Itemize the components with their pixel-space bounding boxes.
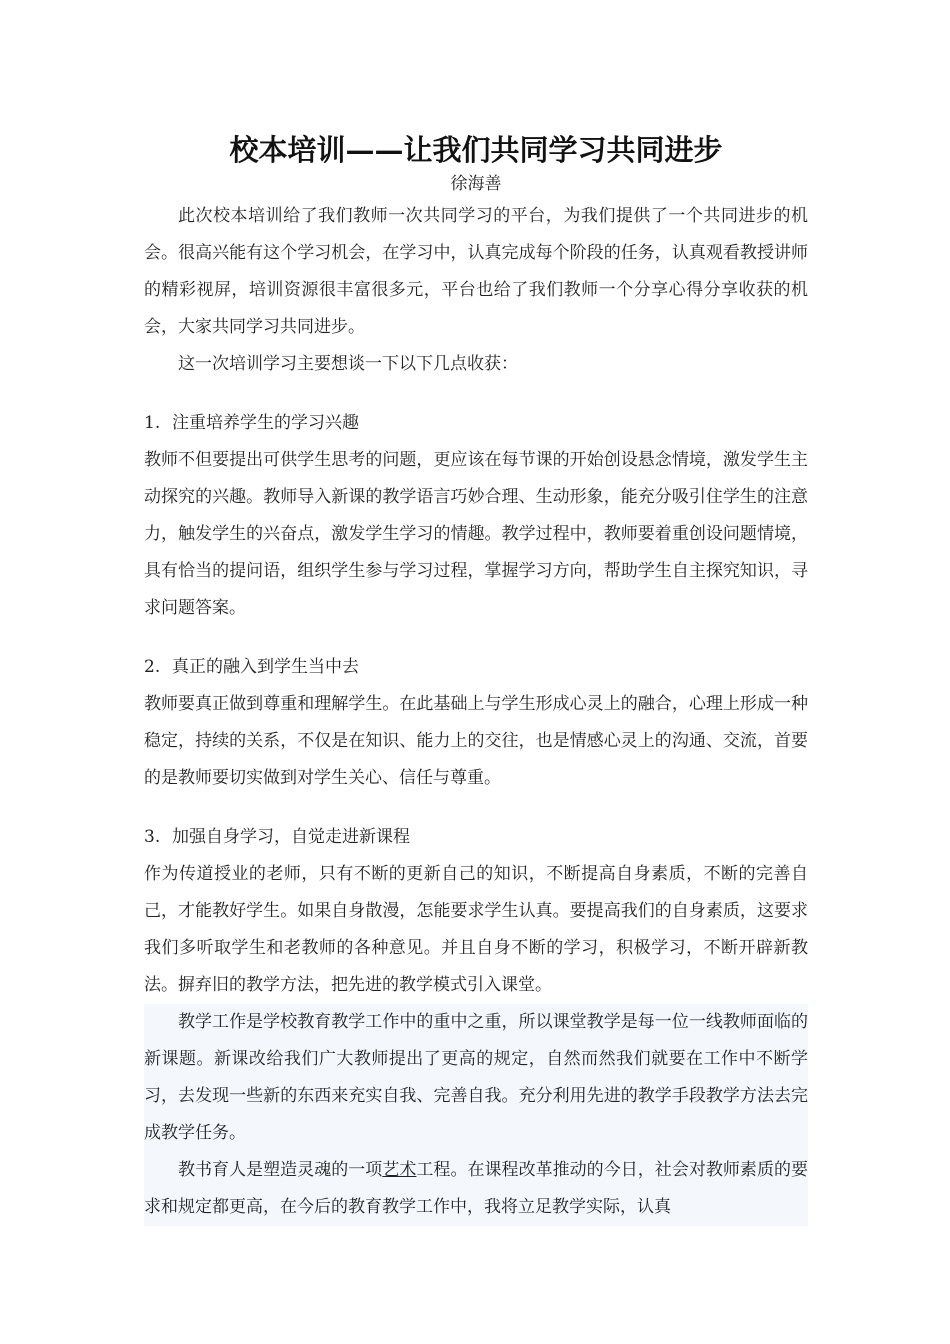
section-number-1: 1. (144, 413, 161, 433)
section-number-2: 2. (144, 657, 161, 677)
section-spacer (144, 797, 808, 819)
section-heading-text-1: 注重培养学生的学习兴趣 (172, 413, 359, 433)
closing-text-after: 工程。在课程改革推动的今日，社会对教师素质的要求和规定都更高，在今后的教育教学工作中，我将立足教学实际，认真 (144, 1160, 809, 1217)
section-body-1: 教师不但要提出可供学生思考的问题，更应该在每节课的开始创设悬念情境，激发学生主动探究的兴趣。教师导入新课的教学语言巧妙合理、生动形象，能充分吸引住学生的注意力，触发学生的兴奋点，激发学生学习的情趣。教学过程中，教师要着重创设问题情境，具有恰当的提问语，组织学生参与学习过程，掌握学习方向，帮助学生自主探究知识，寻求问题答案。 (144, 450, 808, 618)
closing-paragraph-1: 教学工作是学校教育教学工作中的重中之重，所以课堂教学是每一位一线教师面临的新课题。新课改给我们广大教师提出了更高的规定，自然而然我们就要在工作中不断学习，去发现一些新的东西来充实自我、完善自我。充分利用先进的教学手段教学方法去完成教学任务。 (144, 1012, 808, 1143)
intro-paragraph: 此次校本培训给了我们教师一次共同学习的平台，为我们提供了一个共同进步的机会。很高兴能有这个学习机会，在学习中，认真完成每个阶段的任务，认真观看教授讲师的精彩视屏，培训资源很丰富很多元，平台也给了我们教师一个分享心得分享收获的机会，大家共同学习共同进步。 (144, 206, 808, 337)
section-heading-1 (144, 405, 808, 442)
document-content (144, 128, 808, 1226)
section-spacer (144, 627, 808, 649)
intro-lead-paragraph: 这一次培训学习主要想谈一下以下几点收获： (178, 354, 518, 374)
closing-paragraph-2 (144, 1152, 808, 1226)
document-title: 校本培训——让我们共同学习共同进步 (229, 133, 723, 167)
section-spacer (144, 383, 808, 405)
section-heading-2 (144, 649, 808, 686)
shaded-block (144, 1004, 808, 1226)
section-heading-text-3: 加强自身学习，自觉走进新课程 (172, 827, 410, 847)
section-heading-text-2: 真正的融入到学生当中去 (172, 657, 359, 677)
section-heading-3 (144, 819, 808, 856)
section-number-3: 3. (144, 827, 161, 847)
section-body-2: 教师要真正做到尊重和理解学生。在此基础上与学生形成心灵上的融合，心理上形成一种稳定，持续的关系，不仅是在知识、能力上的交往，也是情感心灵上的沟通、交流，首要的是教师要切实做到对学生关心、信任与尊重。 (144, 694, 808, 788)
document-author: 徐海善 (450, 174, 502, 194)
art-link[interactable]: 艺术 (382, 1160, 417, 1180)
closing-text-before: 教书育人是塑造灵魂的一项 (178, 1160, 383, 1180)
section-body-3: 作为传道授业的老师，只有不断的更新自己的知识，不断提高自身素质，不断的完善自己，才能教好学生。如果自身散漫，怎能要求学生认真。要提高我们的自身素质，这要求我们多听取学生和老教师的各种意见。并且自身不断的学习，积极学习，不断开辟新教法。摒弃旧的教学方法，把先进的教学模式引入课堂。 (144, 864, 808, 995)
